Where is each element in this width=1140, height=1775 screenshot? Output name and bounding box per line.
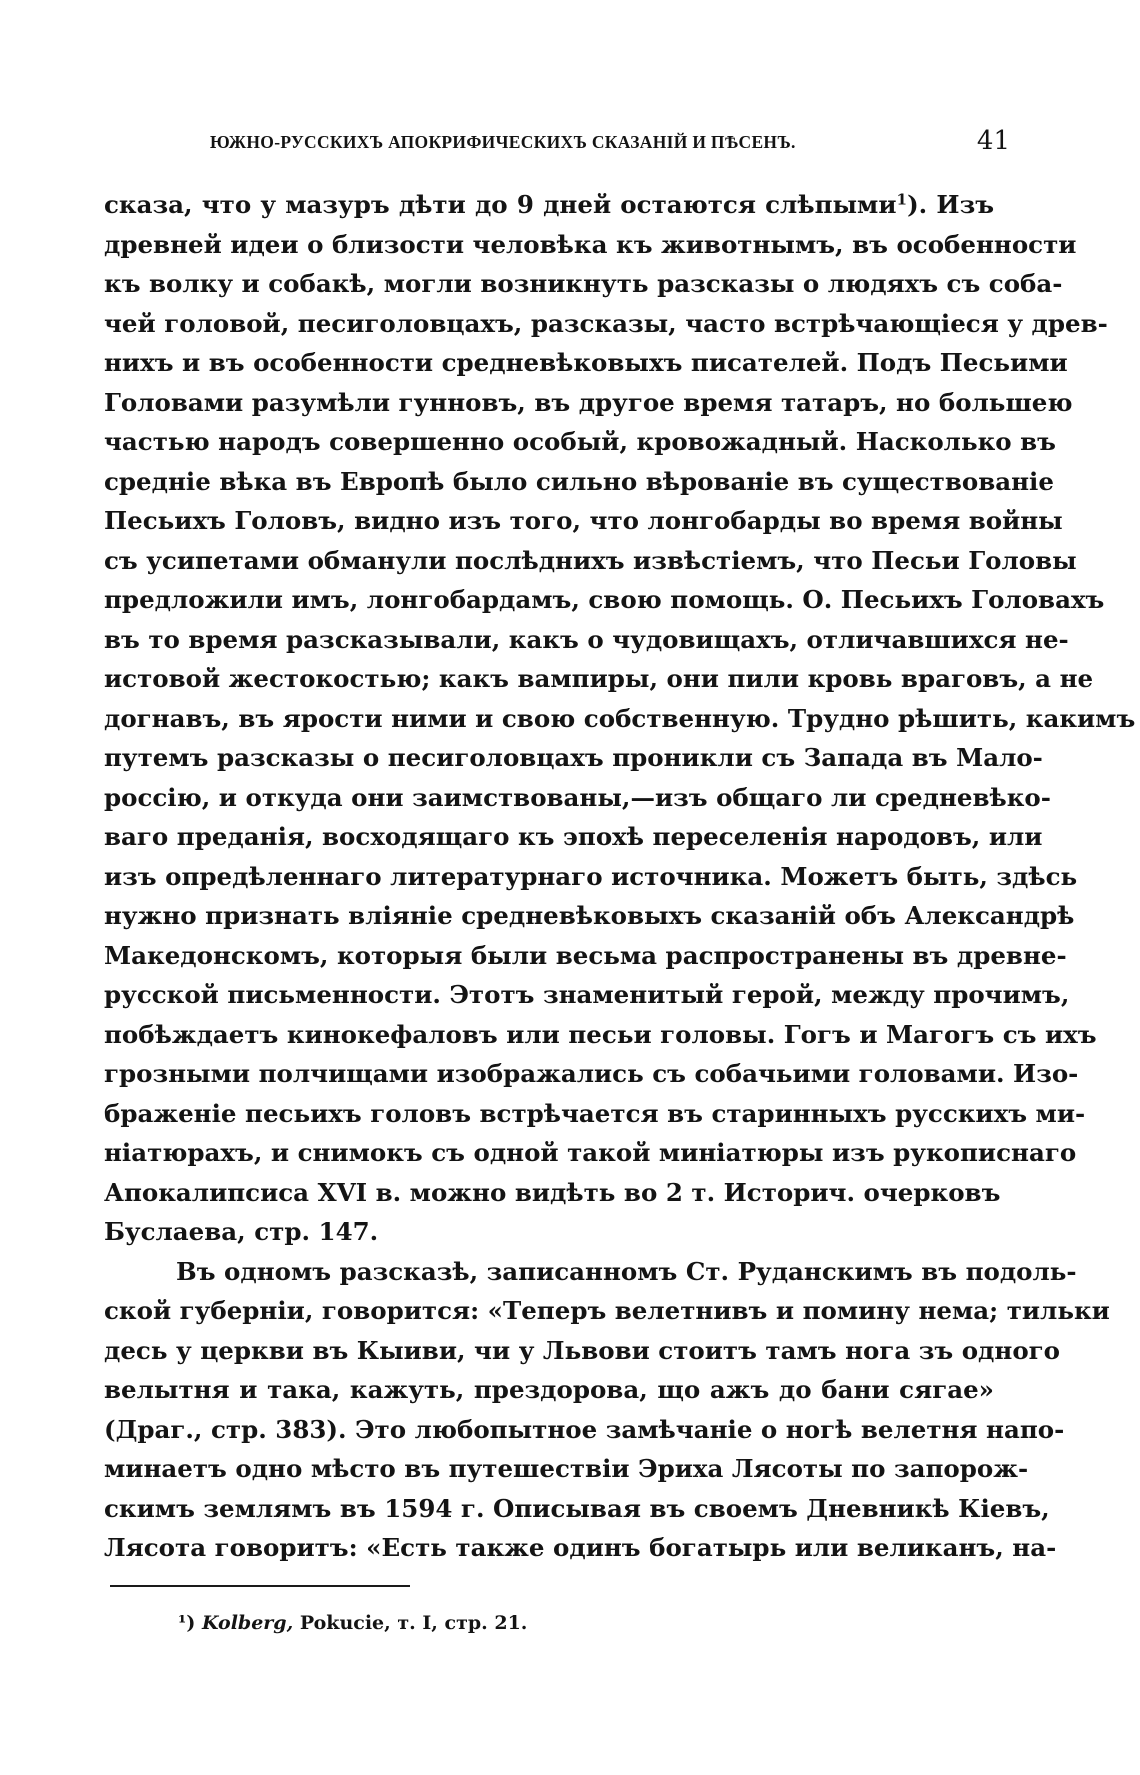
text-line: путемъ разсказы о песиголовцахъ проникли съ Запада въ Мало- — [104, 743, 1043, 772]
text-line: десь у церкви въ Кыиви, чи у Львови стоитъ тамъ нога зъ одного — [104, 1335, 1061, 1365]
text-line: велытня и така, кажуть, прездорова, що ажъ до бани сягае» — [104, 1375, 994, 1404]
text-line: средніе вѣка въ Европѣ было сильно вѣрованіе въ существованіе — [104, 466, 1054, 496]
text-line: грозными полчищами изображались съ собачьими головами. Изо- — [104, 1059, 1079, 1088]
running-head-title: ЮЖНО-РУССКИХЪ АПОКРИФИЧЕСКИХЪ СКАЗАНІЙ И ПѢСЕНЪ. — [210, 132, 796, 152]
text-line: ской губерніи, говорится: «Теперъ велетнивъ и помину нема; тильки — [104, 1296, 1110, 1325]
text-line: Македонскомъ, которыя были весьма распространены въ древне- — [104, 940, 1067, 970]
text-line-tail: ). Изъ — [907, 190, 994, 219]
paragraph-end-line: Буслаева, стр. 147. — [104, 1217, 379, 1246]
text-line: Головами разумѣли гунновъ, въ другое время татаръ, но большею — [104, 387, 1073, 417]
text-line — [104, 185, 994, 225]
text-line: съ усипетами обманули послѣднихъ извѣстіемъ, что Песьи Головы — [104, 545, 1077, 575]
footnote-text: Pokucie, т. I, стр. 21. — [299, 1612, 528, 1634]
page-number: 41 — [976, 126, 1010, 156]
text-line: изъ опредѣленнаго литературнаго источника. Можетъ быть, здѣсь — [104, 861, 1078, 891]
footnote — [178, 1612, 527, 1634]
body-text — [104, 185, 1136, 1568]
text-line: скимъ землямъ въ 1594 г. Описывая въ своемъ Дневникѣ Кіевъ, — [104, 1493, 1050, 1523]
text-line: ніатюрахъ, и снимокъ съ одной такой миніатюры изъ рукописнаго — [104, 1138, 1077, 1167]
text-line: къ волку и собакѣ, могли возникнуть разсказы о людяхъ съ соба- — [104, 269, 1063, 298]
text-line: Апокалипсиса XVI в. можно видѣть во 2 т. Историч. очерковъ — [104, 1177, 1001, 1207]
text-line: нужно признать вліяніе средневѣковыхъ сказаній объ Александрѣ — [104, 901, 1075, 930]
footnote-reference: 1 — [896, 190, 908, 209]
text-line: Песьихъ Головъ, видно изъ того, что лонгобарды во время войны — [104, 506, 1063, 535]
text-line: предложили имъ, лонгобардамъ, свою помощь. О. Песьихъ Головахъ — [104, 585, 1105, 614]
text-line: минаетъ одно мѣсто въ путешествіи Эриха Лясоты по запорож- — [104, 1454, 1029, 1483]
text-line: частью народъ совершенно особый, кровожадный. Насколько въ — [104, 427, 1056, 456]
text-line-content: сказа, что у мазуръ дѣти до 9 дней остаются слѣпыми — [104, 190, 897, 219]
paragraph-start-line: Въ одномъ разсказѣ, записанномъ Ст. Руданскимъ въ подоль- — [176, 1256, 1077, 1286]
footnote-marker: ¹) — [178, 1612, 196, 1634]
running-head — [210, 126, 1010, 158]
text-line: чей головой, песиголовцахъ, разсказы, часто встрѣчающіеся у древ- — [104, 308, 1108, 338]
text-line: русской письменности. Этотъ знаменитый герой, между прочимъ, — [104, 980, 1070, 1009]
text-line: въ то время разсказывали, какъ о чудовищахъ, отличавшихся не- — [104, 624, 1069, 654]
text-line: браженіе песьихъ головъ встрѣчается въ старинныхъ русскихъ ми- — [104, 1098, 1086, 1128]
text-line: побѣждаетъ кинокефаловъ или песьи головы. Гогъ и Магогъ съ ихъ — [104, 1019, 1097, 1049]
text-line: истовой жестокостью; какъ вампиры, они пили кровь враговъ, а не — [104, 664, 1094, 693]
text-line: россію, и откуда они заимствованы,—изъ общаго ли средневѣко- — [104, 782, 1051, 812]
text-line: (Драг., стр. 383). Это любопытное замѣчаніе о ногѣ велетня напо- — [104, 1414, 1065, 1444]
text-line: ваго преданія, восходящаго къ эпохѣ переселенія народовъ, или — [104, 822, 1043, 851]
text-line: догнавъ, въ ярости ними и свою собственную. Трудно рѣшить, какимъ — [104, 703, 1136, 733]
text-line: нихъ и въ особенности средневѣковыхъ писателей. Подъ Песьими — [104, 348, 1068, 377]
footnote-divider — [110, 1585, 410, 1587]
footnote-author: Kolberg, — [201, 1612, 294, 1634]
text-line: Лясота говоритъ: «Есть также одинъ богатырь или великанъ, на- — [104, 1533, 1057, 1562]
text-line: древней идеи о близости человѣка къ животнымъ, въ особенности — [104, 229, 1077, 259]
